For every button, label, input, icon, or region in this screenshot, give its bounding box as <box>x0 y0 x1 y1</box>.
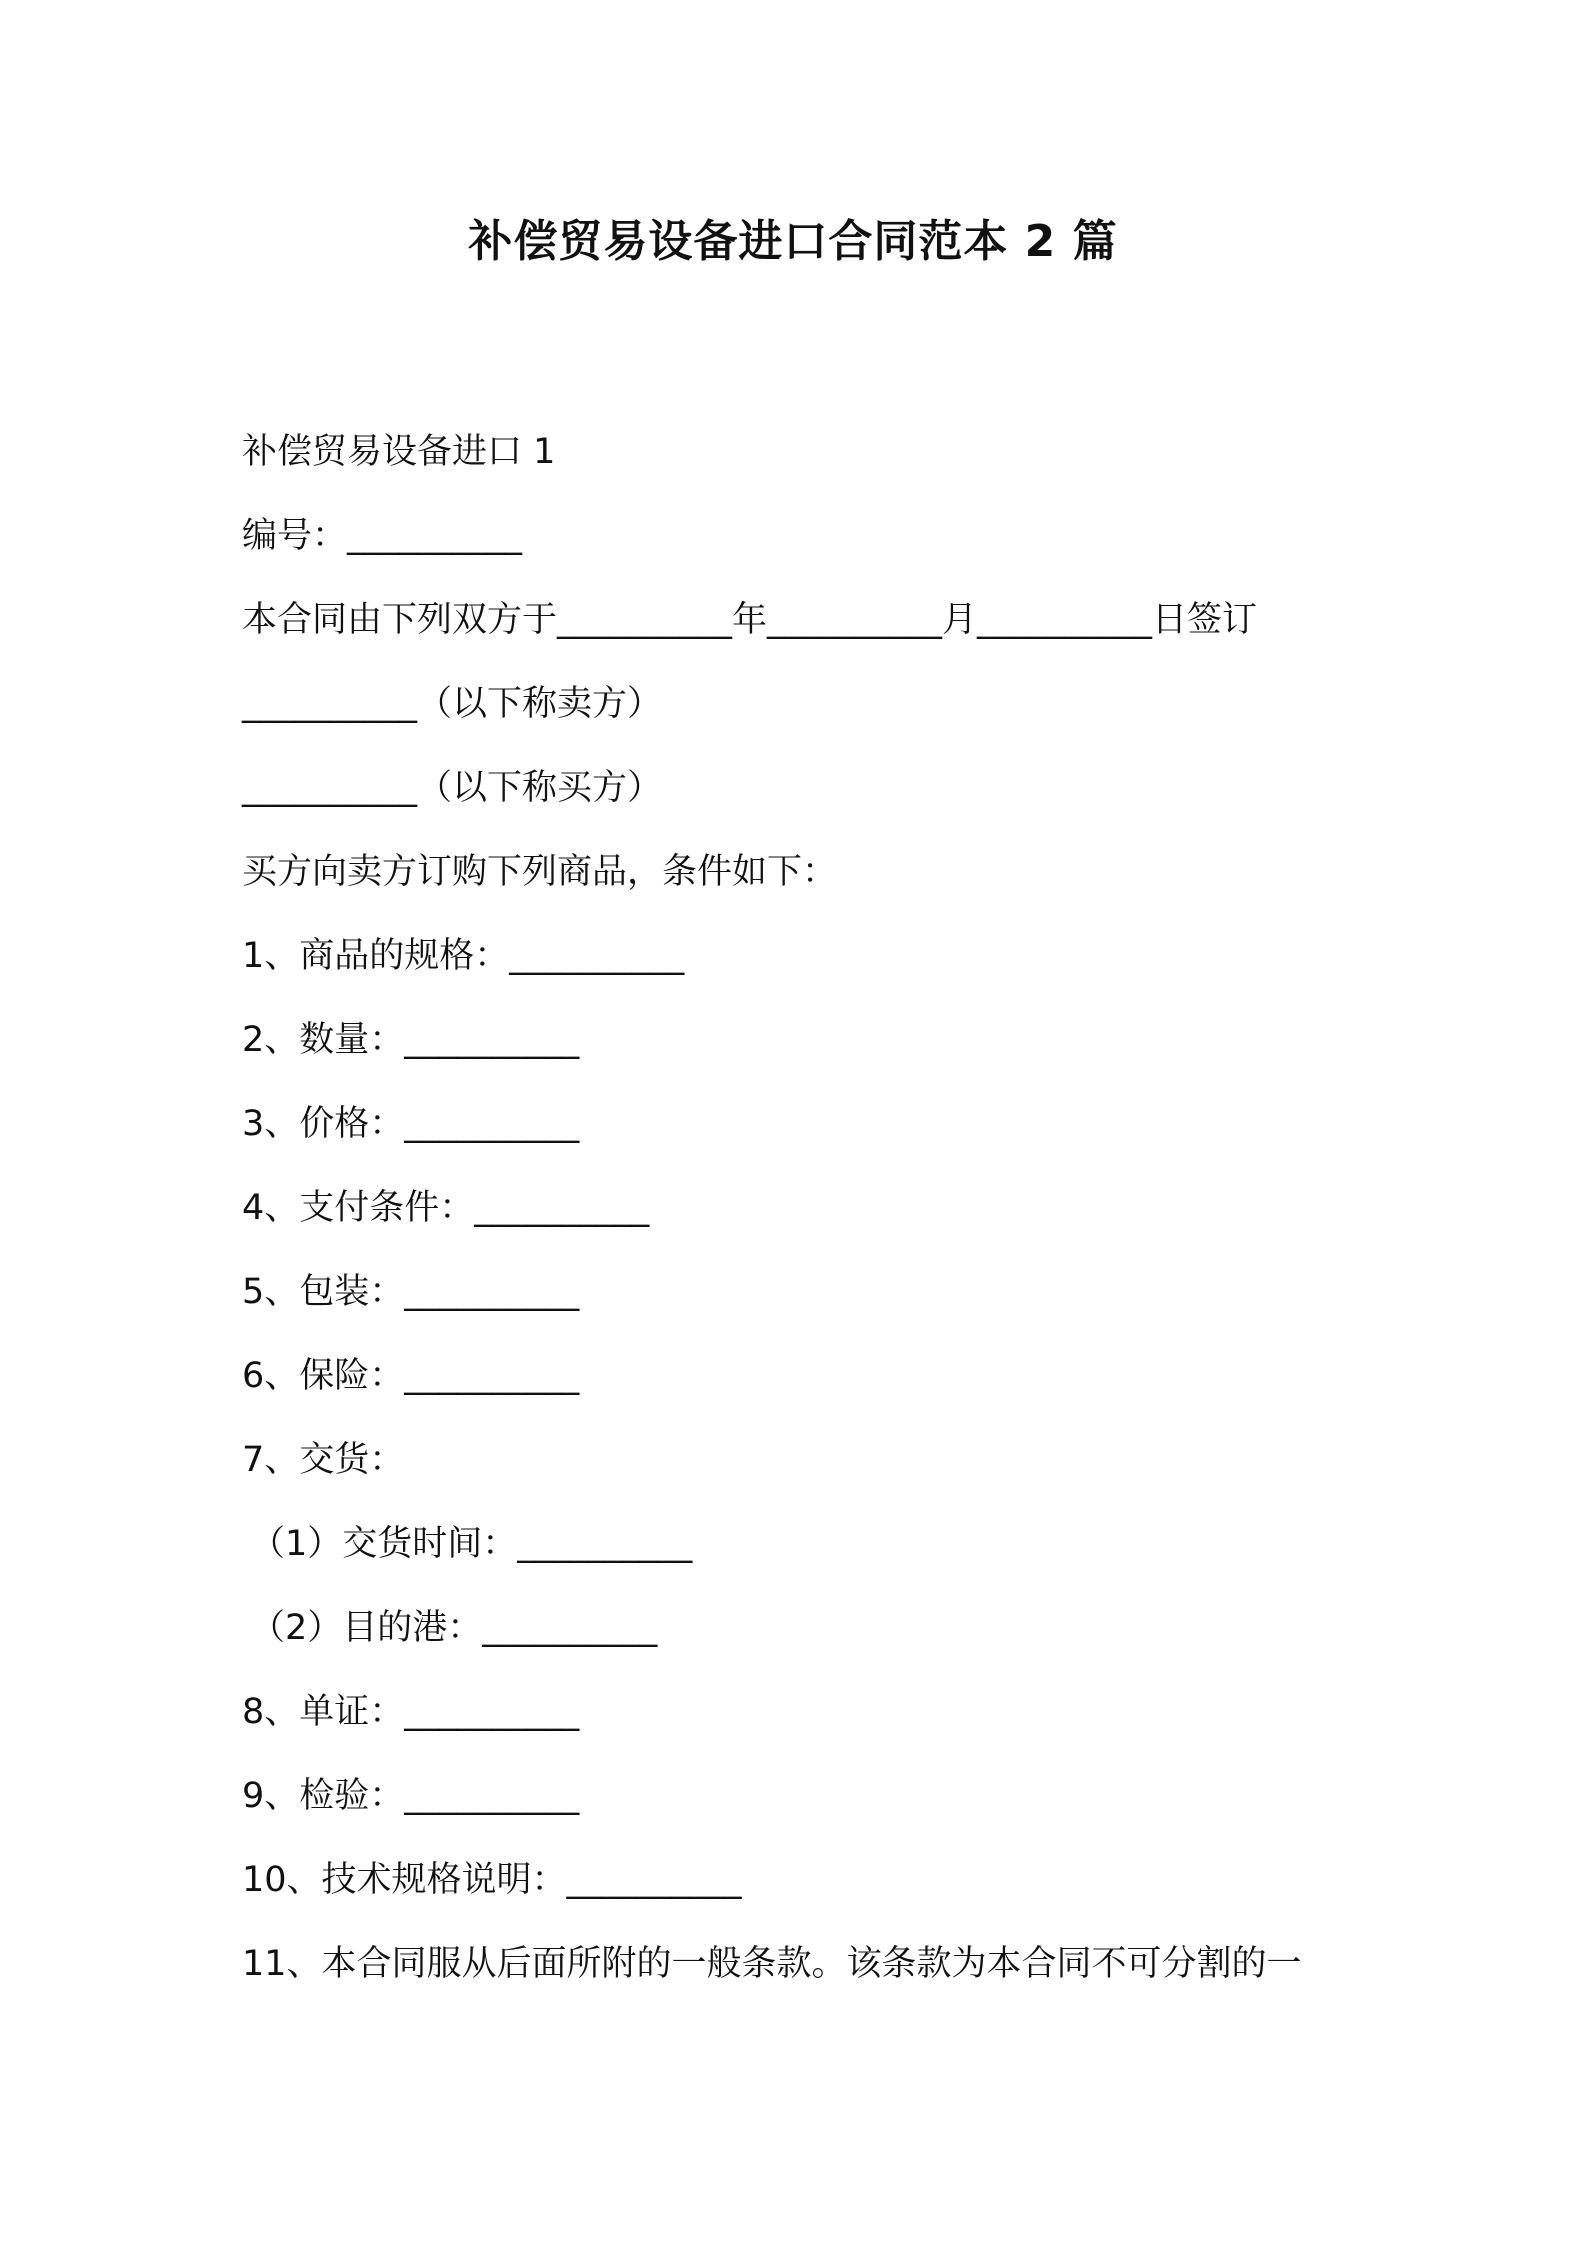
clause-destination-port: （2）目的港：__________ <box>250 1608 658 1648</box>
signing-date-line: 本合同由下列双方于__________年__________月__________日签订 <box>242 600 1258 640</box>
clause-price: 3、价格：__________ <box>242 1104 580 1144</box>
clause-general-terms: 11、本合同服从后面所附的一般条款。该条款为本合同不可分割的一 <box>242 1944 1302 1984</box>
terms-intro-line: 买方向卖方订购下列商品，条件如下： <box>242 852 838 892</box>
clause-payment: 4、支付条件：__________ <box>242 1188 650 1228</box>
clause-documents: 8、单证：__________ <box>242 1692 580 1732</box>
document-title: 补偿贸易设备进口合同范本 2 篇 <box>468 216 1118 267</box>
document-body <box>242 410 1362 2006</box>
clause-technical-spec: 10、技术规格说明：__________ <box>242 1860 742 1900</box>
clause-packing: 5、包装：__________ <box>242 1272 580 1312</box>
buyer-line: __________（以下称买方） <box>242 768 663 808</box>
clause-delivery: 7、交货： <box>242 1440 405 1480</box>
clause-quantity: 2、数量：__________ <box>242 1020 580 1060</box>
contract-number-line: 编号：__________ <box>242 516 523 556</box>
clause-spec: 1、商品的规格：__________ <box>242 936 685 976</box>
clause-inspection: 9、检验：__________ <box>242 1776 580 1816</box>
clause-delivery-time: （1）交货时间：__________ <box>250 1524 693 1564</box>
section-heading: 补偿贸易设备进口 1 <box>242 432 556 472</box>
seller-line: __________（以下称卖方） <box>242 684 663 724</box>
clause-insurance: 6、保险：__________ <box>242 1356 580 1396</box>
